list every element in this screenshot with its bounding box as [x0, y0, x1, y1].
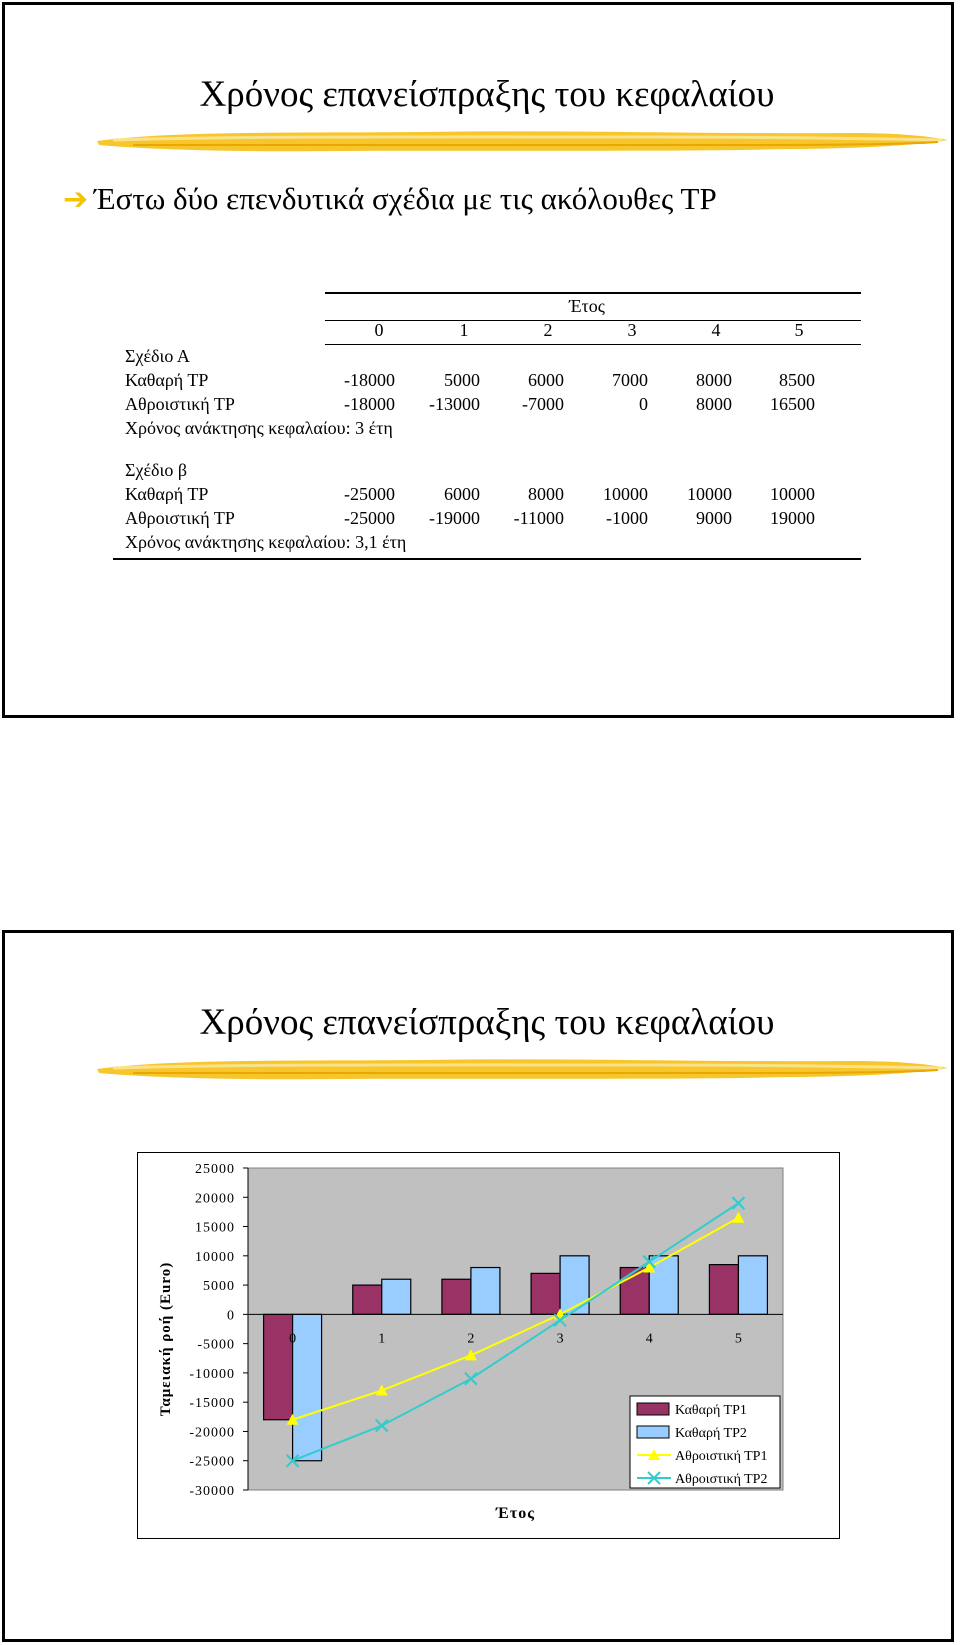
y-tick-label: 5000 [203, 1279, 235, 1295]
plan-b-net-cell: 6000 [444, 484, 480, 504]
legend-swatch [637, 1403, 669, 1415]
plan-a-cum-cell: -13000 [429, 394, 480, 414]
chart-frame [137, 1152, 840, 1539]
year-header-4: 4 [711, 320, 721, 340]
plan-b-payback: Χρόνος ανάκτησης κεφαλαίου: 3,1 έτη [125, 532, 407, 552]
slide-1 [2, 2, 954, 718]
plan-a-net-cell: 8500 [779, 370, 815, 390]
plan-b-cum-cell: 9000 [696, 508, 732, 528]
y-tick-label: 20000 [195, 1191, 235, 1207]
y-tick-label: 15000 [195, 1220, 235, 1236]
plan-a-cum-cell: 8000 [696, 394, 732, 414]
bar-2-5 [738, 1256, 767, 1315]
plan-b-net-cell: 10000 [770, 484, 815, 504]
plan-b-payback-row [113, 532, 861, 556]
bar-1-3 [531, 1273, 560, 1314]
plan-a-net-row [113, 370, 861, 394]
y-tick-label: 25000 [195, 1162, 235, 1177]
plan-b-cum-label: Αθροιστική ΤΡ [125, 508, 235, 528]
x-tick-label: 5 [734, 1331, 742, 1347]
plan-a-cum-cell: -18000 [344, 394, 395, 414]
plan-a-name: Σχέδιο Α [125, 346, 190, 366]
slide-1-title: Χρόνος επανείσπραξης του κεφαλαίου [199, 74, 775, 115]
legend-label: Καθαρή ΤΡ1 [675, 1403, 747, 1418]
legend-swatch [637, 1426, 669, 1438]
plan-b-net-label: Καθαρή ΤΡ [125, 484, 209, 504]
x-tick-label: 1 [378, 1331, 386, 1347]
plan-a-net-cell: -18000 [344, 370, 395, 390]
legend-label: Αθροιστική ΤΡ2 [675, 1472, 768, 1487]
plan-b-cum-cell: -1000 [606, 508, 648, 528]
x-axis-label: Έτος [496, 1505, 535, 1522]
legend-label: Καθαρή ΤΡ2 [675, 1426, 747, 1441]
y-tick-label: -30000 [189, 1484, 235, 1499]
y-tick-label: 10000 [195, 1249, 235, 1265]
bar-1-5 [709, 1265, 738, 1315]
year-header-3: 3 [627, 320, 637, 340]
plan-b-net-cell: 10000 [603, 484, 648, 504]
bar-2-0 [293, 1314, 322, 1460]
bar-2-3 [560, 1256, 589, 1315]
plan-a-payback-row [113, 418, 861, 442]
y-axis [189, 1162, 248, 1499]
table-top-rule [325, 292, 861, 294]
plan-a-cum-row [113, 394, 861, 418]
y-tick-label: 0 [227, 1308, 235, 1324]
bar-1-1 [353, 1285, 382, 1314]
plan-b-cum-cell: -11000 [513, 508, 564, 528]
plan-a-net-cell: 5000 [444, 370, 480, 390]
x-tick-label: 0 [289, 1331, 297, 1347]
plan-a-net-cell: 8000 [696, 370, 732, 390]
plan-a-name-row [113, 346, 861, 370]
year-header-1: 1 [459, 320, 469, 340]
plan-b-net-cell: 10000 [687, 484, 732, 504]
y-tick-label: -10000 [189, 1366, 235, 1382]
plan-b-cum-cell: -25000 [344, 508, 395, 528]
y-axis-label: Ταμειακή ροή (Euro) [158, 1261, 174, 1417]
plan-a-net-cell: 6000 [528, 370, 564, 390]
x-tick-label: 2 [467, 1331, 475, 1347]
plan-a-payback: Χρόνος ανάκτησης κεφαλαίου: 3 έτη [125, 418, 393, 438]
table-year-row [113, 320, 861, 344]
bar-1-0 [264, 1314, 293, 1419]
bar-2-2 [471, 1268, 500, 1315]
bar-1-2 [442, 1279, 471, 1314]
plan-b-net-cell: 8000 [528, 484, 564, 504]
plan-a-cum-cell: 16500 [770, 394, 815, 414]
plan-b-cum-cell: 19000 [770, 508, 815, 528]
plan-b-cum-row [113, 508, 861, 532]
plan-a-net-cell: 7000 [612, 370, 648, 390]
year-group-header: Έτος [569, 296, 605, 316]
legend-label: Αθροιστική ΤΡ1 [675, 1449, 768, 1464]
plan-a-net-label: Καθαρή ΤΡ [125, 370, 209, 390]
y-tick-label: -25000 [189, 1454, 235, 1470]
cash-flow-chart [138, 1153, 838, 1537]
x-tick-label: 4 [645, 1331, 653, 1347]
yellow-brush-stroke [93, 1051, 951, 1087]
plan-b-cum-cell: -19000 [429, 508, 480, 528]
plan-b-net-row [113, 484, 861, 508]
year-header-2: 2 [543, 320, 553, 340]
table-header-bottom-rule [325, 344, 861, 345]
legend [630, 1396, 780, 1488]
yellow-brush-stroke [93, 123, 951, 159]
plan-a-cum-label: Αθροιστική ΤΡ [125, 394, 235, 414]
plan-b-name-row [113, 460, 861, 484]
bar-2-1 [382, 1279, 411, 1314]
slide-2 [2, 930, 954, 1642]
table-bottom-rule [113, 558, 861, 560]
plan-a-cum-cell: 0 [639, 394, 648, 414]
slide-1-subtitle: ➔ Έστω δύο επενδυτικά σχέδια με τις ακόλουθες ΤΡ [63, 181, 717, 217]
plan-a-cum-cell: -7000 [522, 394, 564, 414]
arrow-right-icon: ➔ [63, 182, 89, 217]
plan-b-net-cell: -25000 [344, 484, 395, 504]
year-header-5: 5 [794, 320, 804, 340]
y-tick-label: -5000 [197, 1337, 235, 1353]
y-tick-label: -20000 [189, 1425, 235, 1441]
year-header-0: 0 [374, 320, 384, 340]
slide-2-title: Χρόνος επανείσπραξης του κεφαλαίου [199, 1002, 775, 1043]
table-group-header-row [113, 296, 861, 320]
plan-b-name: Σχέδιο β [125, 460, 188, 480]
y-tick-label: -15000 [189, 1396, 235, 1412]
x-tick-label: 3 [556, 1331, 564, 1347]
